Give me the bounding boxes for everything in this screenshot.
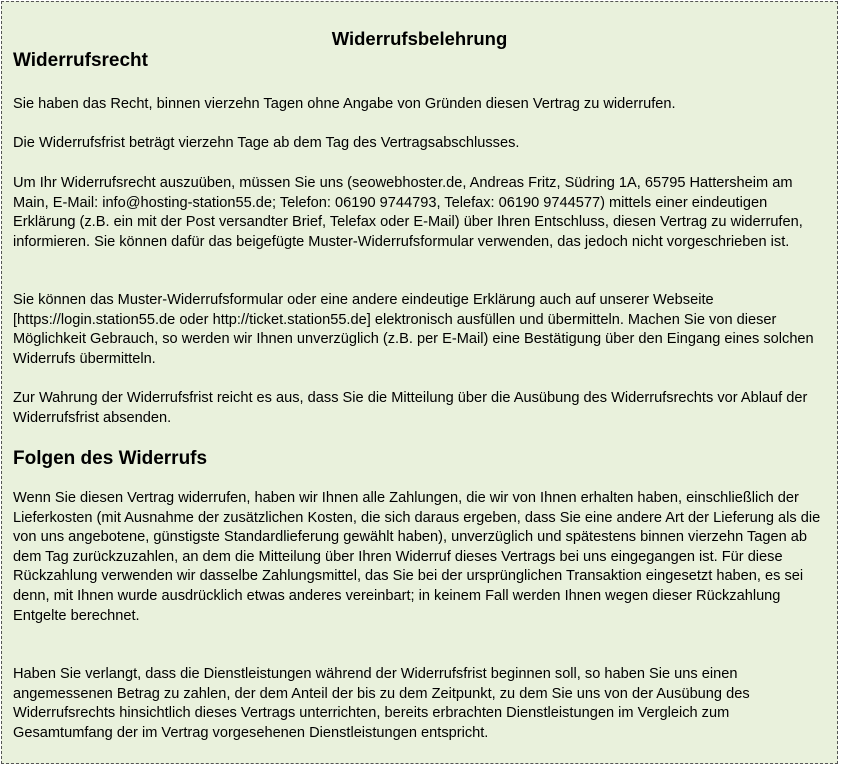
- section-heading-consequences: Folgen des Widerrufs: [13, 448, 208, 469]
- paragraph-online-form: Sie können das Muster-Widerrufsformular oder eine andere eindeutige Erklärung auch auf unserer Webseite [https://login.station55.de oder http://ticket.station55.de] elektronisch ausfüllen und übermitteln. Machen Sie von dieser Möglichkeit Gebrauch, so werden wir Ihnen unverzüglich (z.B. per E-Mail) eine Bestätigung über den Eingang eines solchen Widerrufs übermitteln.: [13, 292, 814, 367]
- paragraph-how-to-withdraw: Um Ihr Widerrufsrecht auszuüben, müssen Sie uns (seowebhoster.de, Andreas Fritz, Südring 1A, 65795 Hattersheim am Main, E-Mail: info@hosting-station55.de; Telefon: 06190 9744793, Telefax: 06190 9744577) mittels einer eindeutigen Erklärung (z.B. ein mit der Post versandter Brief, Telefax oder E-Mail) über Ihren Entschluss, diesen Vertrag zu widerrufen, informieren. Sie können dafür das beigefügte Muster-Widerrufsformular verwenden, das jedoch nicht vorgeschrieben ist.: [13, 175, 803, 250]
- withdrawal-notice-box: [1, 1, 838, 764]
- paragraph-withdrawal-period: Die Widerrufsfrist beträgt vierzehn Tage ab dem Tag des Vertragsabschlusses.: [13, 135, 520, 151]
- section-heading-withdrawal-right: Widerrufsrecht: [13, 50, 148, 71]
- paragraph-deadline-compliance: Zur Wahrung der Widerrufsfrist reicht es aus, dass Sie die Mitteilung über die Ausübung des Widerrufsrechts vor Ablauf der Widerrufsfrist absenden.: [13, 390, 808, 426]
- document-title: Widerrufsbelehrung: [331, 28, 508, 49]
- paragraph-services-compensation: Haben Sie verlangt, dass die Dienstleistungen während der Widerrufsfrist beginnen soll, so haben Sie uns einen angemessenen Betrag zu zahlen, der dem Anteil der bis zu dem Zeitpunkt, zu dem Sie uns von der Ausübung des Widerrufsrechts hinsichtlich dieses Vertrags unterrichten, bereits erbrachten Dienstleistungen im Vergleich zum Gesamtumfang der im Vertrag vorgesehenen Dienstleistungen entspricht.: [13, 666, 750, 741]
- paragraph-right-to-withdraw: Sie haben das Recht, binnen vierzehn Tagen ohne Angabe von Gründen diesen Vertrag zu widerrufen.: [13, 96, 676, 112]
- paragraph-refund: Wenn Sie diesen Vertrag widerrufen, haben wir Ihnen alle Zahlungen, die wir von Ihnen erhalten haben, einschließlich der Lieferkosten (mit Ausnahme der zusätzlichen Kosten, die sich daraus ergeben, dass Sie eine andere Art der Lieferung als die von uns angebotene, günstigste Standardlieferung gewählt haben), unverzüglich und spätestens binnen vierzehn Tagen ab dem Tag zurückzuzahlen, an dem die Mitteilung über Ihren Widerruf dieses Vertrags bei uns eingegangen ist. Für diese Rückzahlung verwenden wir dasselbe Zahlungsmittel, das Sie bei der ursprünglichen Transaktion eingesetzt haben, es sei denn, mit Ihnen wurde ausdrücklich etwas anderes vereinbart; in keinem Fall werden Ihnen wegen dieser Rückzahlung Entgelte berechnet.: [13, 490, 821, 624]
